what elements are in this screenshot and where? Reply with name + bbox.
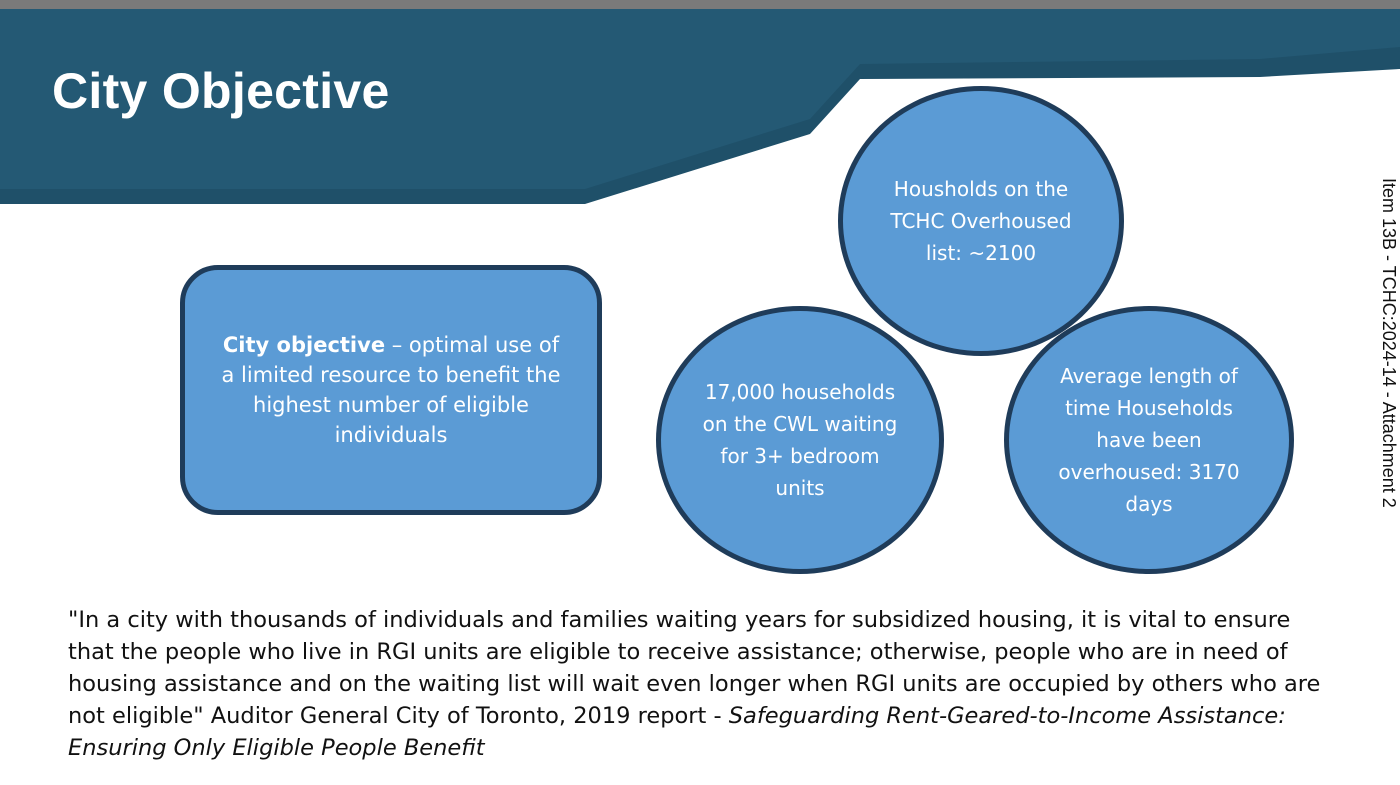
city-objective-label: City objective — [222, 333, 386, 357]
report-title: Safeguarding Rent-Geared-to-Income Assistance: Ensuring Only Eligible People Benefit — [68, 703, 1286, 761]
attachment-label: Item 13B - TCHC:2024-14 - Attachment 2 — [1379, 178, 1399, 508]
city-objective-description: – optimal use of a limited resource to benefit the highest number of eligible individuals — [221, 333, 561, 447]
overhoused-list-text: Housholds on the TCHC Overhoused list: ~2100 — [890, 177, 1072, 265]
overhoused-list-circle — [838, 86, 1124, 356]
slide-title: City Objective — [52, 63, 390, 119]
top-strip — [0, 0, 1400, 9]
cwl-waiting-text: 17,000 households on the CWL waiting for 3+ bedroom units — [702, 380, 898, 500]
quote-text: "In a city with thousands of individuals and families waiting years for subsidized housing, it is vital to ensure that the people who live in RGI units are eligible to receive assistance; otherwise, people who are in need of housing assistance and on the waiting list will wait even longer when RGI units are occupied by others who are not eligible" Auditor General City of Toronto, 2019 report - — [68, 607, 1321, 729]
city-objective-text — [215, 330, 567, 450]
auditor-quote — [68, 604, 1333, 764]
city-objective-box — [180, 265, 602, 515]
overhoused-time-text: Average length of time Households have been overhoused: 3170 days — [1058, 364, 1240, 516]
overhoused-time-circle — [1004, 306, 1294, 574]
cwl-waiting-circle — [656, 306, 944, 574]
